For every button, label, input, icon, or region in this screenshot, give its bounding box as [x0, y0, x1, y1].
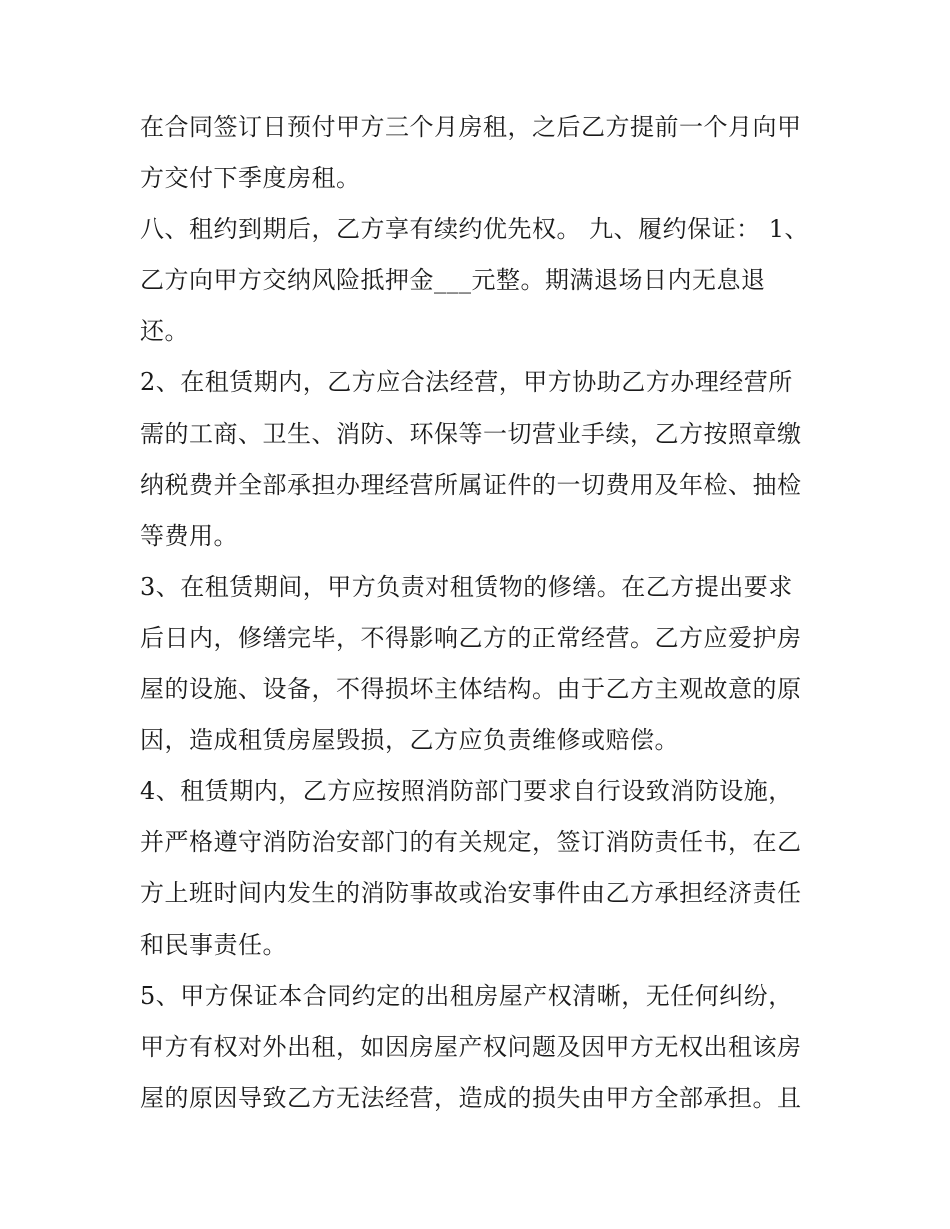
text-line: 乙方向甲方交纳风险抵押金___元整。期满退场日内无息退: [140, 266, 766, 295]
text-line: 后日内，修缮完毕，不得影响乙方的正常经营。乙方应爱护房: [140, 623, 802, 652]
text-line: 八、租约到期后，乙方享有续约优先权。 九、履约保证： 1、: [140, 215, 810, 244]
text-line: 并严格遵守消防治安部门的有关规定，签订消防责任书，在乙: [140, 828, 802, 857]
text-line: 在合同签订日预付甲方三个月房租，之后乙方提前一个月向甲: [140, 113, 802, 141]
text-line: 方上班时间内发生的消防事故或治安事件由乙方承担经济责任: [140, 879, 802, 908]
text-line: 甲方有权对外出租，如因房屋产权问题及因甲方无权出租该房: [140, 1032, 802, 1061]
text-line: 和民事责任。: [140, 930, 287, 959]
text-line: 因，造成租赁房屋毁损，乙方应负责维修或赔偿。: [140, 726, 679, 755]
text-line: 屋的设施、设备，不得损坏主体结构。由于乙方主观故意的原: [140, 675, 802, 704]
text-line: 纳税费并全部承担办理经营所属证件的一切费用及年检、抽检: [140, 470, 802, 499]
contract-text-body: [140, 102, 830, 1124]
text-line: 还。: [140, 317, 189, 346]
text-line: 4、租赁期内，乙方应按照消防部门要求自行设致消防设施，: [140, 777, 793, 806]
text-line: 需的工商、卫生、消防、环保等一切营业手续，乙方按照章缴: [140, 419, 802, 448]
text-line: 等费用。: [140, 521, 238, 550]
text-line: 方交付下季度房租。: [140, 164, 361, 193]
text-line: 2、在租赁期内，乙方应合法经营，甲方协助乙方办理经营所: [140, 368, 793, 397]
text-line: 屋的原因导致乙方无法经营，造成的损失由甲方全部承担。且: [140, 1083, 802, 1112]
text-line: 3、在租赁期间，甲方负责对租赁物的修缮。在乙方提出要求: [140, 572, 793, 601]
text-line: 5、甲方保证本合同约定的出租房屋产权清晰，无任何纠纷，: [140, 981, 793, 1010]
